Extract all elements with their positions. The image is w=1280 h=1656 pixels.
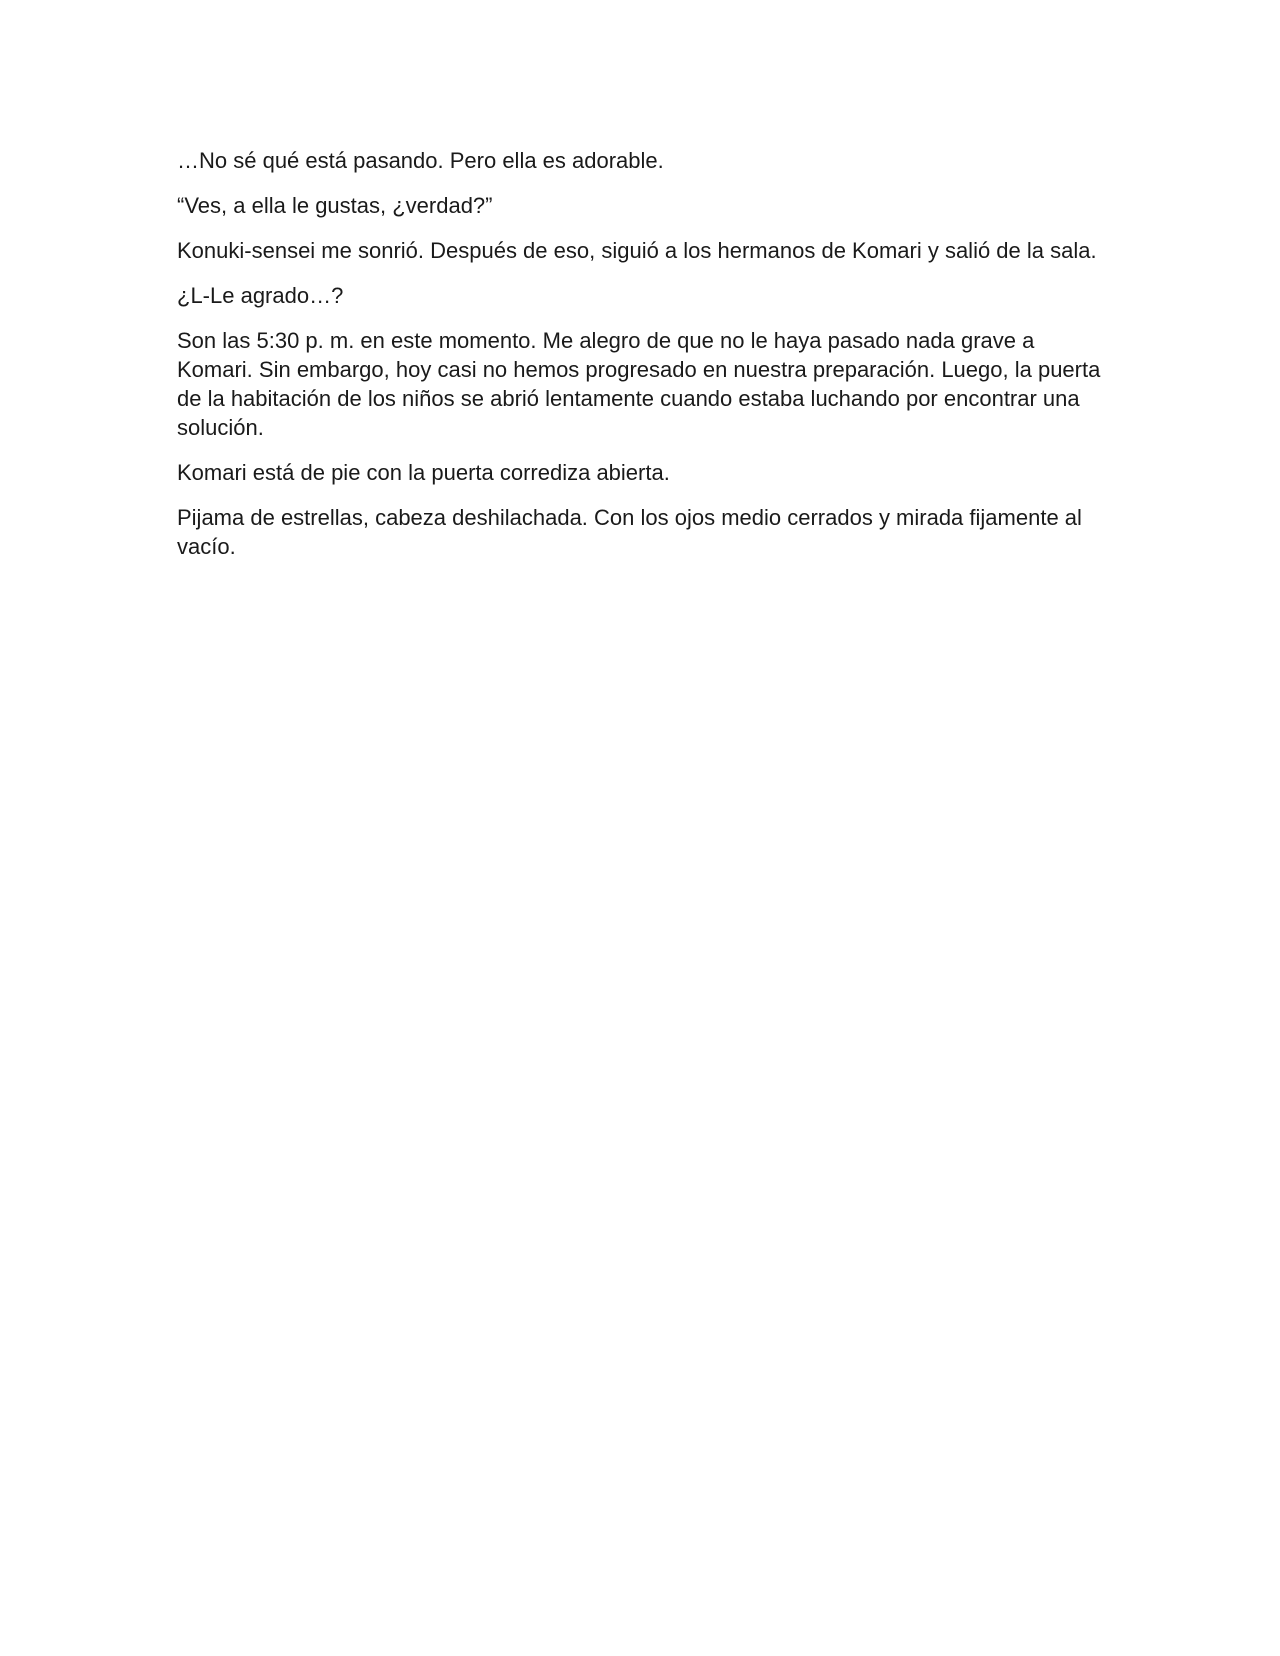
paragraph-3: Konuki-sensei me sonrió. Después de eso, siguió a los hermanos de Komari y salió de la sala. <box>177 238 1097 263</box>
document-body <box>177 146 1107 577</box>
paragraph-1: …No sé qué está pasando. Pero ella es adorable. <box>177 148 664 173</box>
paragraph-4: ¿L-Le agrado…? <box>177 283 344 308</box>
paragraph-5: Son las 5:30 p. m. en este momento. Me alegro de que no le haya pasado nada grave a Komari. Sin embargo, hoy casi no hemos progresado en nuestra preparación. Luego, la puerta de la habitación de los niños se abrió lentamente cuando estaba luchando por encontrar una solución. <box>177 328 1101 440</box>
paragraph-6: Komari está de pie con la puerta corrediza abierta. <box>177 460 670 485</box>
paragraph-7: Pijama de estrellas, cabeza deshilachada. Con los ojos medio cerrados y mirada fijamente al vacío. <box>177 505 1082 559</box>
paragraph-2: “Ves, a ella le gustas, ¿verdad?” <box>177 193 493 218</box>
